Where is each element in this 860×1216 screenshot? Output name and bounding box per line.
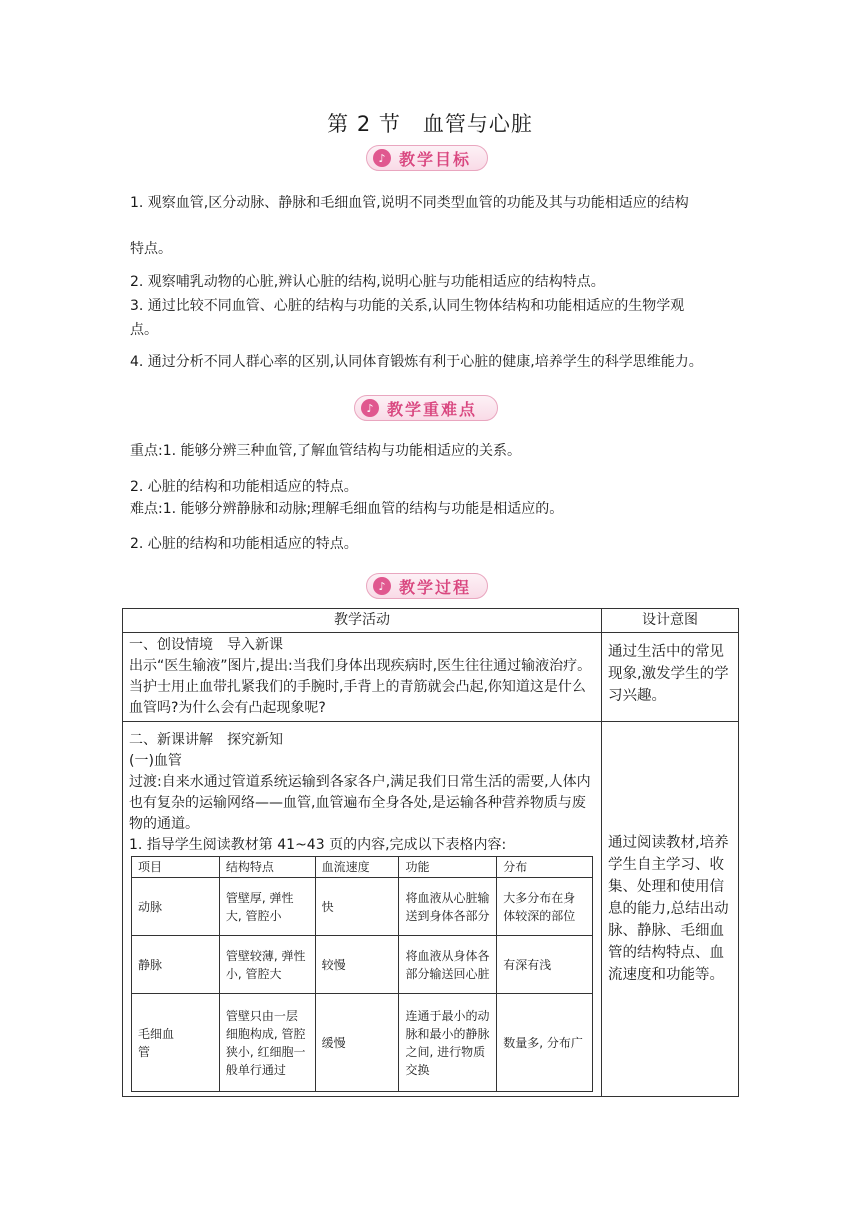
section-icon: ♪ — [361, 399, 379, 417]
keypoint-line: 2. 心脏的结构和功能相适应的特点。 — [130, 536, 358, 552]
activity-heading: 二、新课讲解 探究新知 — [129, 732, 283, 748]
section-badge-process — [366, 573, 488, 599]
goal-line: 特点。 — [130, 241, 172, 257]
section-icon: ♪ — [373, 577, 391, 595]
process-table — [122, 608, 739, 1097]
keypoint-line: 2. 心脏的结构和功能相适应的特点。 — [130, 479, 358, 495]
header-intent: 设计意图 — [601, 609, 738, 633]
vessel-cell: 管壁厚, 弹性大, 管腔小 — [219, 878, 315, 936]
keypoint-line: 重点:1. 能够分辨三种血管,了解血管结构与功能相适应的关系。 — [130, 443, 521, 459]
activity-cell-lesson — [123, 722, 602, 1097]
vessel-cell: 大多分布在身体较深的部位 — [497, 878, 593, 936]
activity-body: 出示“医生输液”图片,提出:当我们身体出现疾病时,医生往往通过输液治疗。当护士用止血带扎紧我们的手腕时,手背上的青筋就会凸起,你知道这是什么血管吗?为什么会有凸起现象呢? — [129, 658, 592, 716]
section-label: 教学重难点 — [387, 399, 478, 419]
vessel-table — [131, 856, 593, 1092]
activity-cell-intro — [123, 633, 602, 722]
page-title: 第 2 节 血管与心脏 — [327, 112, 533, 136]
activity-instruction: 1. 指导学生阅读教材第 41~43 页的内容,完成以下表格内容: — [129, 837, 507, 853]
section-badge-keypoints — [354, 395, 498, 421]
goal-line: 4. 通过分析不同人群心率的区别,认同体育锻炼有利于心脏的健康,培养学生的科学思维能力。 — [130, 354, 703, 370]
keypoint-line: 难点:1. 能够分辨静脉和动脉;理解毛细血管的结构与功能是相适应的。 — [130, 501, 564, 517]
vessel-header: 功能 — [399, 857, 497, 878]
vessel-header: 分布 — [497, 857, 593, 878]
activity-body: 过渡:自来水通过管道系统运输到各家各户,满足我们日常生活的需要,人体内也有复杂的运输网络——血管,血管遍布全身各处,是运输各种营养物质与废物的通道。 — [129, 774, 591, 832]
intent-text: 通过生活中的常见现象,激发学生的学习兴趣。 — [607, 644, 729, 704]
vessel-cell: 连通于最小的动脉和最小的静脉之间, 进行物质交换 — [399, 994, 497, 1092]
intent-cell — [601, 633, 738, 722]
vessel-cell: 缓慢 — [315, 994, 399, 1092]
vessel-cell: 管壁只由一层细胞构成, 管腔狭小, 红细胞一般单行通过 — [219, 994, 315, 1092]
goal-line: 1. 观察血管,区分动脉、静脉和毛细血管,说明不同类型血管的功能及其与功能相适应的结构 — [130, 195, 689, 211]
activity-heading: 一、创设情境 导入新课 — [129, 637, 283, 653]
vessel-header: 结构特点 — [219, 857, 315, 878]
section-label: 教学目标 — [399, 149, 472, 169]
vessel-cell: 毛细血管 — [132, 994, 220, 1092]
section-badge-goals — [366, 145, 488, 171]
vessel-cell: 快 — [315, 878, 399, 936]
section-label: 教学过程 — [399, 577, 472, 597]
vessel-header: 血流速度 — [315, 857, 399, 878]
section-icon: ♪ — [373, 149, 391, 167]
goal-line: 3. 通过比较不同血管、心脏的结构与功能的关系,认同生物体结构和功能相适应的生物学观 — [130, 298, 685, 314]
vessel-cell: 有深有浅 — [497, 936, 593, 994]
vessel-cell: 将血液从心脏输送到身体各部分 — [399, 878, 497, 936]
vessel-cell: 较慢 — [315, 936, 399, 994]
goal-line: 2. 观察哺乳动物的心脏,辨认心脏的结构,说明心脏与功能相适应的结构特点。 — [130, 274, 605, 290]
header-activity: 教学活动 — [123, 609, 602, 633]
intent-text: 通过阅读教材,培养学生自主学习、收集、处理和使用信息的能力,总结出动脉、静脉、毛细血管的结构特点、血流速度和功能等。 — [607, 835, 729, 983]
vessel-cell: 静脉 — [132, 936, 220, 994]
activity-subheading: (一)血管 — [129, 753, 182, 769]
intent-cell — [601, 722, 738, 1097]
vessel-cell: 管壁较薄, 弹性小, 管腔大 — [219, 936, 315, 994]
vessel-cell: 将血液从身体各部分输送回心脏 — [399, 936, 497, 994]
vessel-header: 项目 — [132, 857, 220, 878]
goal-line: 点。 — [130, 322, 158, 338]
vessel-cell: 动脉 — [132, 878, 220, 936]
vessel-cell: 数量多, 分布广 — [497, 994, 593, 1092]
